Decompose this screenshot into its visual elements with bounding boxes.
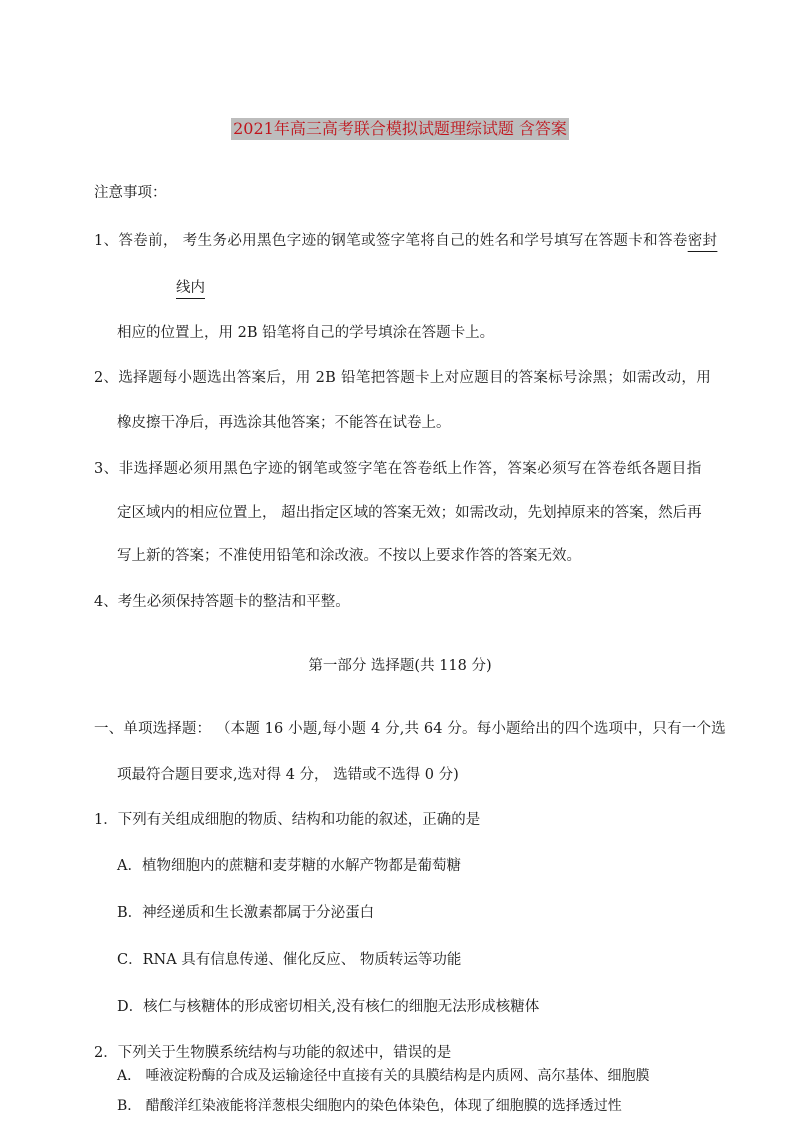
question-1-stem: 1．下列有关组成细胞的物质、结构和功能的叙述，正确的是 — [94, 812, 481, 828]
section-heading-line-2: 项最符合题目要求,选对得 4 分， 选错或不选得 0 分) — [117, 767, 459, 783]
section-heading-line-1: 一、单项选择题： （本题 16 小题,每小题 4 分,共 64 分。每小题给出的四个选项中，只有一个选 — [94, 721, 726, 737]
notice-1-underlined-tail: 密封 — [687, 233, 718, 249]
notice-1-line-1 — [94, 231, 717, 251]
page-title: 2021年高三高考联合模拟试题理综试题 含答案 — [233, 119, 567, 138]
notice-1-line-3: 相应的位置上，用 2B 铅笔将自己的学号填涂在答题卡上。 — [117, 325, 495, 341]
notice-2-line-1: 2、选择题每小题选出答案后，用 2B 铅笔把答题卡上对应题目的答案标号涂黑；如需改动，用 — [94, 370, 712, 386]
question-1-option-b: B．神经递质和生长激素都属于分泌蛋白 — [117, 905, 375, 921]
notice-3-line-3: 写上新的答案；不准使用铅笔和涂改液。不按以上要求作答的答案无效。 — [117, 548, 581, 564]
notice-4-line-1: 4、考生必须保持答题卡的整洁和平整。 — [94, 594, 350, 610]
notice-3-line-1: 3、非选择题必须用黑色字迹的钢笔或签字笔在答卷纸上作答，答案必须写在答卷纸各题目指 — [94, 461, 702, 477]
part-heading: 第一部分 选择题(共 118 分) — [308, 658, 492, 674]
question-1-option-a: A．植物细胞内的蔗糖和麦芽糖的水解产物都是葡萄糖 — [117, 858, 461, 874]
notice-1-text: 1、答卷前， 考生务必用黑色字迹的钢笔或签字笔将自己的姓名和学号填写在答题卡和答卷 — [94, 233, 688, 249]
notice-heading: 注意事项： — [94, 185, 167, 201]
title-container — [0, 118, 800, 140]
question-1-option-c: C．RNA 具有信息传递、催化反应、 物质转运等功能 — [117, 952, 462, 968]
notice-2-line-2: 橡皮擦干净后，再选涂其他答案；不能答在试卷上。 — [117, 415, 451, 431]
question-1-option-d: D．核仁与核糖体的形成密切相关,没有核仁的细胞无法形成核糖体 — [117, 999, 540, 1015]
notice-1-line-2: 线内 — [176, 280, 205, 296]
notice-3-line-2: 定区域内的相应位置上， 超出指定区域的答案无效；如需改动，先划掉原来的答案，然后再 — [117, 505, 702, 521]
question-2-option-b: B． 醋酸洋红染液能将洋葱根尖细胞内的染色体染色，体现了细胞膜的选择透过性 — [117, 1098, 622, 1114]
question-2-option-a: A． 唾液淀粉酶的合成及运输途径中直接有关的具膜结构是内质网、高尔基体、细胞膜 — [117, 1068, 650, 1084]
question-2-stem: 2．下列关于生物膜系统结构与功能的叙述中，错误的是 — [94, 1045, 452, 1061]
